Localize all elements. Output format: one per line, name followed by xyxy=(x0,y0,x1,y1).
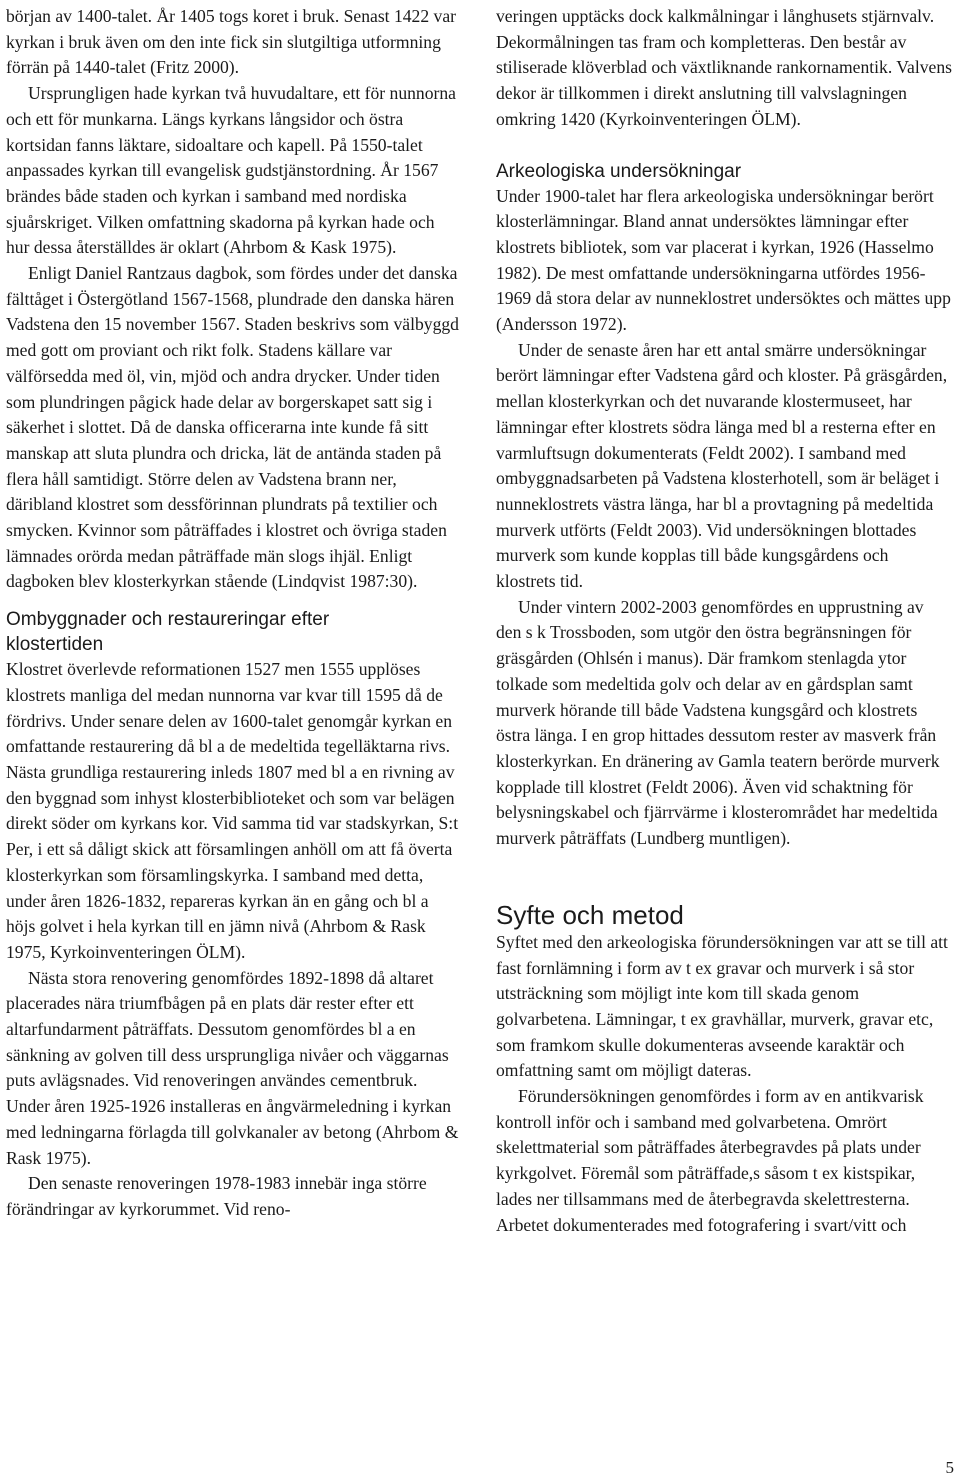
paragraph: veringen upptäcks dock kalkmålningar i långhusets stjärnvalv. Dekormålningen tas fram och kompletteras. Den består av stiliserade klöverblad och växtliknande rankornamentik. Valvens dekor är tillkommen i direkt anslutning till valvslagningen omkring 1420 (Kyrkoinventeringen ÖLM). xyxy=(496,6,953,129)
paragraph: Under 1900-talet har flera arkeologiska undersökningar berört klosterlämningar. Bland annat undersöktes lämningar efter klostrets bibliotek, som var placerat i kyrkan, 1926 (Hasselmo 1982). De mest omfattande undersökningarna utfördes 1956-1969 då stora delar av nunneklostret undersöktes och mättes upp (Andersson 1972). xyxy=(496,185,951,335)
paragraph: början av 1400-talet. År 1405 togs koret i bruk. Senast 1422 var kyrkan i bruk även om den inte fick sin slutgiltiga utformning förrän på 1440-talet (Fritz 2000). xyxy=(6,6,457,78)
section-heading-arkeologiska: Arkeologiska undersökningar xyxy=(496,160,742,182)
paragraph: Klostret överlevde reformationen 1527 men 1555 upplöses klostrets manliga del medan nunnorna var kvar till 1595 då de fördrivs. Under senare delen av 1600-talet genomgår kyrkan en omfattande restaurering då bl a de medeltida tegelläktarna rivs. Nästa grundliga restaurering inleds 1807 med bl a en rivning av den byggnad som inhyst klosterbiblioteket och som var belägen direkt söder om kyrkans kor. Vid samma tid var stadskyrkan, S:t Per, i ett så dåligt skick att församlingen anhöll om att få överta klosterkyrkan som församlingskyrka. I samband med detta, under åren 1826-1832, repareras kyrkan än en gång och bl a höjs golvet i hela kyrkan till en jämn nivå (Ahrbom & Rask 1975, Kyrkoinventeringen ÖLM). xyxy=(6,659,459,962)
section-heading-syfte: Syfte och metod xyxy=(496,899,684,930)
page-number: 5 xyxy=(945,1458,954,1477)
paragraph: Den senaste renoveringen 1978-1983 innebär inga större förändringar av kyrkorummet. Vid reno- xyxy=(6,1173,427,1219)
paragraph: Förundersökningen genomfördes i form av en antikvarisk kontroll inför och i samband med golvarbetena. Omrört skelettmaterial som påträffades återbegravdes på plats under kyrkgolvet. Föremål som påträffade,s såsom t ex kistspikar, lades ner tillsammans med de återbegravda skelettresterna. Arbetet dokumenterades med fotografering i svart/vitt och xyxy=(496,1086,924,1235)
paragraph: Enligt Daniel Rantzaus dagbok, som fördes under det danska fälttåget i Östergötland 1567-1568, plundrade den danska hären Vadstena den 15 november 1567. Staden beskrivs som välbyggd med gott om proviant och rikt folk. Stadens källare var välförsedda med öl, vin, mjöd och andra drycker. Under tiden som plundringen pågick hade delar av borgerskapet satt sig i säkerhet i slottet. Då de danska officerarna inte kunde få sitt manskap att sluta plundra och dricka, lät de antända staden på flera håll samtidigt. Större delen av Vadstena brann ner, däribland klostret som dessförinnan plundrats på textilier och smycken. Kvinnor som påträffades i klostret och övriga staden lämnades orörda medan påträffade män slogs ihjäl. Enligt dagboken blev klosterkyrkan stående (Lindqvist 1987:30). xyxy=(6,263,459,592)
section-heading-ombyggnader: Ombyggnader och restaureringar efter klostertiden xyxy=(6,609,330,656)
right-column xyxy=(496,4,952,1238)
paragraph: Ursprungligen hade kyrkan två huvudaltare, ett för nunnorna och ett för munkarna. Längs kyrkans långsidor och östra kortsidan fanns läktare, sidoaltare och kapell. På 1550-talet anpassades kyrkan till evangelisk gudstjänstordning. År 1567 brändes både staden och kyrkan i samband med nordiska sjuårskriget. Vilken omfattning skadorna på kyrkan hade och hur dessa återställdes är oklart (Ahrbom & Kask 1975). xyxy=(6,83,456,258)
paragraph: Syftet med den arkeologiska förundersökningen var att se till att fast fornlämning i form av t ex gravar och murverk i så stor utsträckning som möjligt inte kom till skada genom golvarbetena. Lämningar, t ex gravhällar, murverk, gravar etc, som framkom skulle dokumenteras avseende karaktär och omfattning samt om möjligt dateras. xyxy=(496,931,948,1081)
paragraph: Under de senaste åren har ett antal smärre undersökningar berört lämningar efter Vadstena gård och kloster. På gräsgården, mellan klosterkyrkan och det nuvarande klostermuseet, har lämningar efter klostrets södra länga med bl a resterna efter en varmluftsugn dokumenterats (Feldt 2002). I samband med ombyggnadsarbeten på Vadstena klosterhotell, som är beläget i nunneklostrets västra länga, har bl a provtagning på medeltida murverk utförts (Feldt 2003). Vid undersökningen blottades murverk som kunde kopplas till både kungsgårdens och klostrets tid. xyxy=(496,339,948,592)
paragraph: Nästa stora renovering genomfördes 1892-1898 då altaret placerades nära triumfbågen på en plats där rester efter ett altarfundarment påträffats. Dessutom genomfördes bl a en sänkning av golven till dess ursprungliga nivåer och väggarnas puts avlägsnades. Vid renoveringen användes cementbruk. Under åren 1925-1926 installeras en ångvärmeledning i kyrkan med ledningarna förlagda till golvkanaler av betong (Ahrbom & Rask 1975). xyxy=(6,967,459,1168)
paragraph: Under vintern 2002-2003 genomfördes en upprustning av den s k Trossboden, som utgör den östra begränsningen för gräsgården (Ohlsén i manus). Där framkom stenlagda ytor tolkade som medeltida golv och delar av en gårdsplan samt murverk hörande till både Vadstena kungsgård och klostrets östra länga. I en grop hittades dessutom rester av masverk från klosterkyrkan. En dränering av Gamla teatern berörde murverk kopplade till klostret (Feldt 2006). Även vid schaktning för belysningskabel och fjärrvärme i klosterområdet har medeltida murverk påträffats (Lundberg muntligen). xyxy=(496,596,940,849)
left-column xyxy=(6,4,462,1223)
